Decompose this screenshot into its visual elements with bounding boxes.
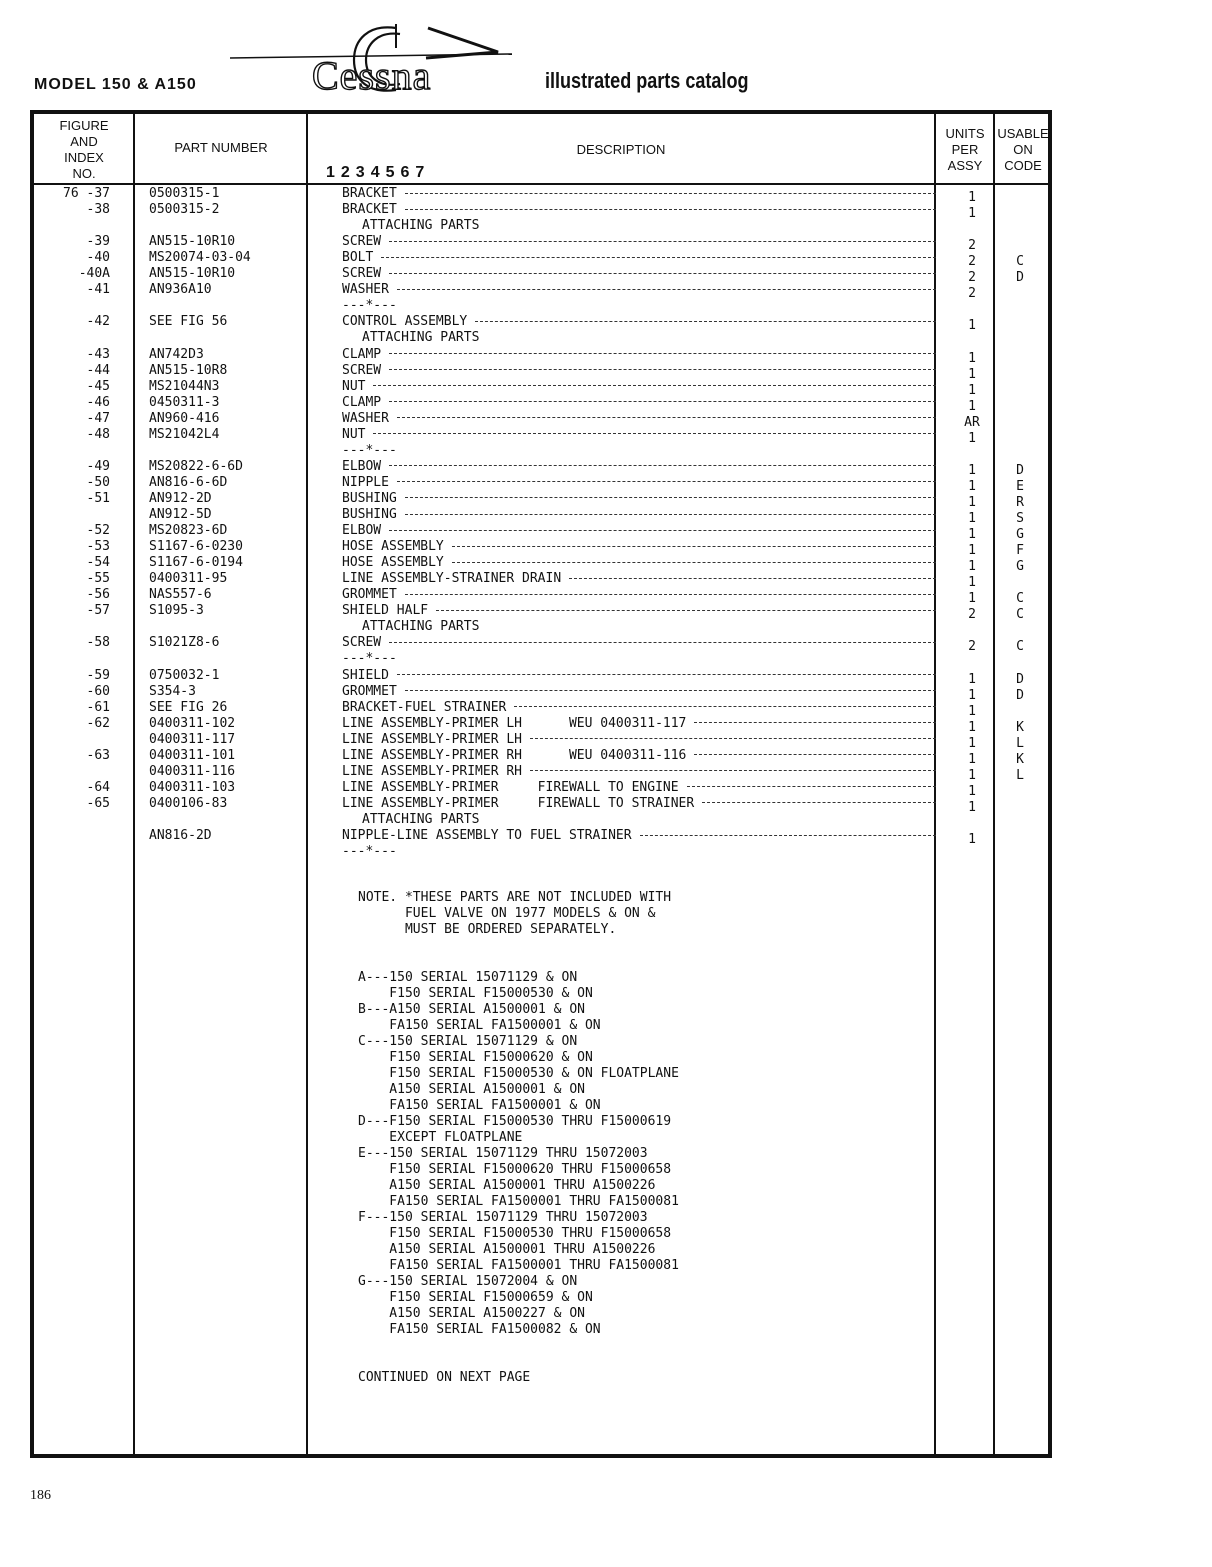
header-divider xyxy=(32,183,1050,185)
description xyxy=(342,347,936,363)
description-text: LINE ASSEMBLY-PRIMER LH xyxy=(342,731,523,747)
units-per-assy: 1 xyxy=(968,494,976,510)
part-number: AN912-2D xyxy=(149,490,212,506)
table-row xyxy=(0,667,1212,687)
description xyxy=(342,186,936,202)
index-number: -41 xyxy=(86,282,110,298)
description-text: CLAMP xyxy=(342,394,382,410)
usable-on-code: L xyxy=(1016,735,1024,751)
units-per-assy: 1 xyxy=(968,575,976,591)
units-per-assy: 1 xyxy=(968,719,976,735)
leader-dashes xyxy=(389,273,936,274)
units-per-assy: AR xyxy=(964,414,980,430)
index-number: -59 xyxy=(86,667,110,683)
description xyxy=(342,395,936,411)
description-text: GROMMET xyxy=(342,683,397,699)
leader-dashes xyxy=(436,610,936,611)
part-number: SEE FIG 26 xyxy=(149,699,228,715)
description-text: BUSHING xyxy=(342,507,397,522)
table-row xyxy=(0,795,1212,815)
part-number: AN816-6-6D xyxy=(149,474,228,490)
table-row xyxy=(0,202,1212,222)
description xyxy=(342,218,936,234)
description xyxy=(342,732,936,748)
index-number: 76 -37 xyxy=(63,186,110,201)
description-text: LINE ASSEMBLY-PRIMER LH WEU 0400311-117 xyxy=(342,715,687,731)
description-text: ATTACHING PARTS xyxy=(362,619,480,635)
description xyxy=(342,587,936,603)
usable-on-code: E xyxy=(1016,478,1024,494)
table-row xyxy=(0,314,1212,334)
units-per-assy: 1 xyxy=(968,430,976,446)
description-text: WASHER xyxy=(342,282,389,298)
table-row xyxy=(0,523,1212,543)
description-text: CONTROL ASSEMBLY xyxy=(342,314,468,330)
description xyxy=(342,844,936,860)
description-text: LINE ASSEMBLY-PRIMER RH xyxy=(342,763,523,779)
leader-dashes xyxy=(452,562,936,563)
table-row xyxy=(0,635,1212,655)
description-text: SCREW xyxy=(342,362,382,378)
description-text: ATTACHING PARTS xyxy=(362,811,480,827)
description-text: LINE ASSEMBLY-PRIMER FIREWALL TO STRAINER xyxy=(342,795,695,811)
description-text: BRACKET xyxy=(342,202,397,218)
description xyxy=(342,716,936,732)
part-number: 0500315-2 xyxy=(149,202,220,218)
index-number: -49 xyxy=(86,458,110,474)
part-number: 0750032-1 xyxy=(149,667,220,683)
description-text: SHIELD xyxy=(342,667,389,683)
units-per-assy: 1 xyxy=(968,350,976,366)
leader-dashes xyxy=(694,722,936,723)
description-text: NUT xyxy=(342,426,366,442)
units-per-assy: 1 xyxy=(968,783,976,799)
leader-dashes xyxy=(702,802,936,803)
index-number: -40A xyxy=(78,266,110,282)
table-row xyxy=(0,715,1212,735)
description-text: NIPPLE-LINE ASSEMBLY TO FUEL STRAINER xyxy=(342,828,632,843)
table-row xyxy=(0,571,1212,591)
units-per-assy: 2 xyxy=(968,254,976,270)
part-number: MS21044N3 xyxy=(149,378,220,394)
description-text: ATTACHING PARTS xyxy=(362,218,480,234)
leader-dashes xyxy=(452,546,936,547)
units-per-assy: 2 xyxy=(968,238,976,254)
model-title: MODEL 150 & A150 xyxy=(34,76,197,93)
index-number: -48 xyxy=(86,426,110,442)
table-row xyxy=(0,443,1212,459)
part-number: S1095-3 xyxy=(149,603,204,619)
description xyxy=(342,298,936,314)
table-row xyxy=(0,346,1212,366)
index-number: -42 xyxy=(86,314,110,330)
description-text: ---*--- xyxy=(342,442,397,458)
table-row xyxy=(0,844,1212,860)
index-number: -62 xyxy=(86,715,110,731)
description xyxy=(342,234,936,250)
description-text: BRACKET xyxy=(342,186,397,201)
part-number: AN515-10R8 xyxy=(149,362,228,378)
table-row xyxy=(0,763,1212,783)
usable-on-code: G xyxy=(1016,559,1024,575)
leader-dashes xyxy=(389,353,936,354)
description xyxy=(342,250,936,266)
usable-on-code: C xyxy=(1016,591,1024,607)
table-row xyxy=(0,474,1212,494)
table-row xyxy=(0,282,1212,302)
description xyxy=(342,748,936,764)
leader-dashes xyxy=(530,738,936,739)
index-number: -53 xyxy=(86,539,110,555)
index-number: -64 xyxy=(86,779,110,795)
description xyxy=(342,651,936,667)
leader-dashes xyxy=(397,481,936,482)
notes-block: NOTE. *THESE PARTS ARE NOT INCLUDED WITH FUEL VALVE ON 1977 MODELS & ON & MUST BE ORDERED SEPARATELY. A---150 SERIAL 15071129 & ON F150 SERIAL F15000530 & ON B---A150 SERIAL A1500001 & ON FA150 SERIAL FA1500001 & ON C---150 SERIAL 15071129 & ON F150 SERIAL F15000620 & ON F150 SERIAL F15000530 & ON FLOATPLANE A150 SERIAL A1500001 & ON FA150 SERIAL FA1500001 & ON D---F150 SERIAL F15000530 THRU F15000619 EXCEPT FLOATPLANE E---150 SERIAL 15071129 THRU 15072003 F150 SERIAL F15000620 THRU F15000658 A150 SERIAL A1500001 THRU A1500226 FA150 SERIAL FA1500001 THRU FA1500081 F---150 SERIAL 15071129 THRU 15072003 F150 SERIAL F15000530 THRU F15000658 A150 SERIAL A1500001 THRU A1500226 FA150 SERIAL FA1500001 THRU FA1500081 G---150 SERIAL 15072004 & ON F150 SERIAL F15000659 & ON A150 SERIAL A1500227 & ON FA150 SERIAL FA1500082 & ON CONTINUED ON NEXT PAGE xyxy=(358,890,679,1385)
index-number: -43 xyxy=(86,346,110,362)
leader-dashes xyxy=(514,706,936,707)
leader-dashes xyxy=(389,465,936,466)
description xyxy=(342,266,936,282)
index-number: -44 xyxy=(86,362,110,378)
leader-dashes xyxy=(405,209,936,210)
table-row xyxy=(0,812,1212,828)
description xyxy=(342,780,936,796)
table-row xyxy=(0,619,1212,635)
units-per-assy: 2 xyxy=(968,639,976,655)
part-number: AN742D3 xyxy=(149,346,204,362)
leader-dashes xyxy=(381,257,936,258)
index-number: -60 xyxy=(86,683,110,699)
table-row xyxy=(0,507,1212,526)
index-number: -39 xyxy=(86,234,110,250)
description xyxy=(342,812,936,828)
units-per-assy: 2 xyxy=(968,286,976,302)
description-text: HOSE ASSEMBLY xyxy=(342,555,444,571)
units-per-assy: 2 xyxy=(968,607,976,623)
units-per-assy: 1 xyxy=(968,832,976,847)
units-per-assy: 1 xyxy=(968,511,976,526)
description-text: LINE ASSEMBLY-STRAINER DRAIN xyxy=(342,571,562,587)
leader-dashes xyxy=(397,289,936,290)
description xyxy=(342,330,936,346)
description-text: WASHER xyxy=(342,410,389,426)
units-per-assy: 1 xyxy=(968,767,976,783)
description xyxy=(342,379,936,395)
table-row xyxy=(0,828,1212,847)
leader-dashes xyxy=(530,770,936,771)
description xyxy=(342,828,936,844)
part-number: 0450311-3 xyxy=(149,394,220,410)
usable-on-code: K xyxy=(1016,719,1024,735)
table-row xyxy=(0,234,1212,254)
leader-dashes xyxy=(389,530,936,531)
part-number: MS20823-6D xyxy=(149,523,228,539)
units-per-assy: 1 xyxy=(968,735,976,751)
part-number: S354-3 xyxy=(149,683,196,699)
leader-dashes xyxy=(389,241,936,242)
index-number: -47 xyxy=(86,410,110,426)
leader-dashes xyxy=(475,321,936,322)
leader-dashes xyxy=(389,642,936,643)
units-per-assy: 1 xyxy=(968,382,976,398)
units-per-assy: 1 xyxy=(968,671,976,687)
units-per-assy: 1 xyxy=(968,591,976,607)
part-number: 0400311-116 xyxy=(149,763,236,779)
part-number: MS20822-6-6D xyxy=(149,458,243,474)
description xyxy=(342,619,936,635)
description xyxy=(342,635,936,651)
description xyxy=(342,427,936,443)
index-number: -56 xyxy=(86,587,110,603)
part-number: 0400311-102 xyxy=(149,715,236,731)
part-number: 0400311-117 xyxy=(149,731,236,747)
usable-on-code: L xyxy=(1016,767,1024,783)
table-row xyxy=(0,555,1212,575)
index-number: -61 xyxy=(86,699,110,715)
table-row xyxy=(0,394,1212,414)
description-text: SHIELD HALF xyxy=(342,603,429,619)
index-number: -50 xyxy=(86,474,110,490)
description xyxy=(342,684,936,700)
leader-dashes xyxy=(405,497,936,498)
index-number: -45 xyxy=(86,378,110,394)
description xyxy=(342,314,936,330)
description xyxy=(342,555,936,571)
units-per-assy: 1 xyxy=(968,398,976,414)
table-row xyxy=(0,683,1212,703)
table-row xyxy=(0,490,1212,510)
part-number: AN816-2D xyxy=(149,828,212,843)
description-text: ---*--- xyxy=(342,298,397,314)
description xyxy=(342,796,936,812)
units-per-assy: 1 xyxy=(968,559,976,575)
part-number: SEE FIG 56 xyxy=(149,314,228,330)
leader-dashes xyxy=(687,786,936,787)
part-number: NAS557-6 xyxy=(149,587,212,603)
usable-on-code: S xyxy=(1016,511,1024,526)
indent-digits: 1234567 xyxy=(326,164,431,181)
description xyxy=(342,668,936,684)
part-number: S1021Z8-6 xyxy=(149,635,220,651)
table-row xyxy=(0,458,1212,478)
units-per-assy: 1 xyxy=(968,687,976,703)
usable-on-code: F xyxy=(1016,543,1024,559)
part-number: AN515-10R10 xyxy=(149,234,236,250)
index-number: -51 xyxy=(86,490,110,506)
part-number: AN936A10 xyxy=(149,282,212,298)
description-text: ---*--- xyxy=(342,844,397,860)
table-row xyxy=(0,747,1212,767)
leader-dashes xyxy=(405,193,936,194)
page-number: 186 xyxy=(30,1488,51,1503)
index-number: -55 xyxy=(86,571,110,587)
table-row xyxy=(0,539,1212,559)
usable-on-code: K xyxy=(1016,751,1024,767)
table-row xyxy=(0,330,1212,346)
leader-dashes xyxy=(373,433,936,434)
description-text: NUT xyxy=(342,378,366,394)
description xyxy=(342,603,936,619)
units-per-assy: 1 xyxy=(968,543,976,559)
description xyxy=(342,539,936,555)
units-per-assy: 1 xyxy=(968,366,976,382)
table-row xyxy=(0,779,1212,799)
table-row xyxy=(0,651,1212,667)
units-per-assy: 1 xyxy=(968,478,976,494)
leader-dashes xyxy=(389,401,936,402)
description xyxy=(342,571,936,587)
table-row xyxy=(0,362,1212,382)
table-row xyxy=(0,250,1212,270)
units-per-assy: 1 xyxy=(968,462,976,478)
description xyxy=(342,443,936,459)
col-header-part-number: PART NUMBER xyxy=(174,140,268,155)
part-number: 0400106-83 xyxy=(149,795,228,811)
part-number: AN960-416 xyxy=(149,410,220,426)
units-per-assy: 1 xyxy=(968,318,976,334)
table-row xyxy=(0,410,1212,430)
leader-dashes xyxy=(694,754,936,755)
description xyxy=(342,411,936,427)
col-header-usable: USABLE ON CODE xyxy=(997,126,1049,173)
units-per-assy: 1 xyxy=(968,751,976,767)
table-row xyxy=(0,587,1212,607)
description xyxy=(342,459,936,475)
units-per-assy: 1 xyxy=(968,190,976,205)
index-number: -46 xyxy=(86,394,110,410)
part-number: 0400311-101 xyxy=(149,747,236,763)
description-text: HOSE ASSEMBLY xyxy=(342,539,444,555)
leader-dashes xyxy=(405,690,936,691)
description-text: SCREW xyxy=(342,635,382,651)
usable-on-code: D xyxy=(1016,687,1024,703)
leader-dashes xyxy=(640,835,936,836)
usable-on-code: C xyxy=(1016,639,1024,655)
description-text: BUSHING xyxy=(342,490,397,506)
part-number: 0500315-1 xyxy=(149,186,220,201)
part-number: AN515-10R10 xyxy=(149,266,236,282)
table-row xyxy=(0,218,1212,234)
table-row xyxy=(0,699,1212,719)
description xyxy=(342,202,936,218)
description-text: ELBOW xyxy=(342,458,382,474)
part-number: AN912-5D xyxy=(149,507,212,522)
units-per-assy: 2 xyxy=(968,270,976,286)
usable-on-code: D xyxy=(1016,671,1024,687)
units-per-assy: 1 xyxy=(968,527,976,543)
description-text: LINE ASSEMBLY-PRIMER FIREWALL TO ENGINE xyxy=(342,779,679,795)
description xyxy=(342,700,936,716)
leader-dashes xyxy=(397,674,936,675)
leader-dashes xyxy=(405,594,936,595)
description xyxy=(342,475,936,491)
part-number: MS20074-03-04 xyxy=(149,250,251,266)
description xyxy=(342,363,936,379)
index-number: -54 xyxy=(86,555,110,571)
description-text: CLAMP xyxy=(342,346,382,362)
col-header-units: UNITS PER ASSY xyxy=(945,126,985,173)
units-per-assy: 1 xyxy=(968,206,976,222)
index-number: -65 xyxy=(86,795,110,811)
description xyxy=(342,507,936,523)
usable-on-code: C xyxy=(1016,254,1024,270)
index-number: -40 xyxy=(86,250,110,266)
index-number: -58 xyxy=(86,635,110,651)
description-text: BRACKET-FUEL STRAINER xyxy=(342,699,507,715)
units-per-assy: 1 xyxy=(968,799,976,815)
description xyxy=(342,764,936,780)
leader-dashes xyxy=(373,385,936,386)
description-text: ---*--- xyxy=(342,651,397,667)
description-text: ELBOW xyxy=(342,523,382,539)
description xyxy=(342,282,936,298)
units-per-assy: 1 xyxy=(968,703,976,719)
usable-on-code: C xyxy=(1016,607,1024,623)
usable-on-code: R xyxy=(1016,494,1024,510)
usable-on-code: G xyxy=(1016,527,1024,543)
index-number: -63 xyxy=(86,747,110,763)
col-header-description: DESCRIPTION xyxy=(576,142,666,157)
description-text: NIPPLE xyxy=(342,474,389,490)
usable-on-code: D xyxy=(1016,270,1024,286)
description-text: GROMMET xyxy=(342,587,397,603)
index-number: -57 xyxy=(86,603,110,619)
index-number: -52 xyxy=(86,523,110,539)
table-row xyxy=(0,603,1212,623)
leader-dashes xyxy=(569,578,936,579)
part-number: 0400311-95 xyxy=(149,571,228,587)
table-row xyxy=(0,731,1212,751)
description xyxy=(342,523,936,539)
description xyxy=(342,491,936,507)
brand-wordmark: Cessna xyxy=(312,53,432,98)
part-number: MS21042L4 xyxy=(149,426,220,442)
table-row xyxy=(0,298,1212,314)
table-row xyxy=(0,186,1212,205)
leader-dashes xyxy=(389,369,936,370)
col-header-figure: FIGURE AND INDEX NO. xyxy=(59,118,109,181)
description-text: SCREW xyxy=(342,266,382,282)
table-row xyxy=(0,426,1212,446)
catalog-title: illustrated parts catalog xyxy=(545,68,749,93)
part-number: 0400311-103 xyxy=(149,779,236,795)
leader-dashes xyxy=(397,417,936,418)
description-text: ATTACHING PARTS xyxy=(362,330,480,346)
usable-on-code: D xyxy=(1016,462,1024,478)
index-number: -38 xyxy=(86,202,110,218)
leader-dashes xyxy=(405,514,936,515)
part-number: S1167-6-0230 xyxy=(149,539,243,555)
table-row xyxy=(0,378,1212,398)
description-text: SCREW xyxy=(342,234,382,250)
description-text: BOLT xyxy=(342,250,374,266)
part-number: S1167-6-0194 xyxy=(149,555,243,571)
description-text: LINE ASSEMBLY-PRIMER RH WEU 0400311-116 xyxy=(342,747,687,763)
table-row xyxy=(0,266,1212,286)
